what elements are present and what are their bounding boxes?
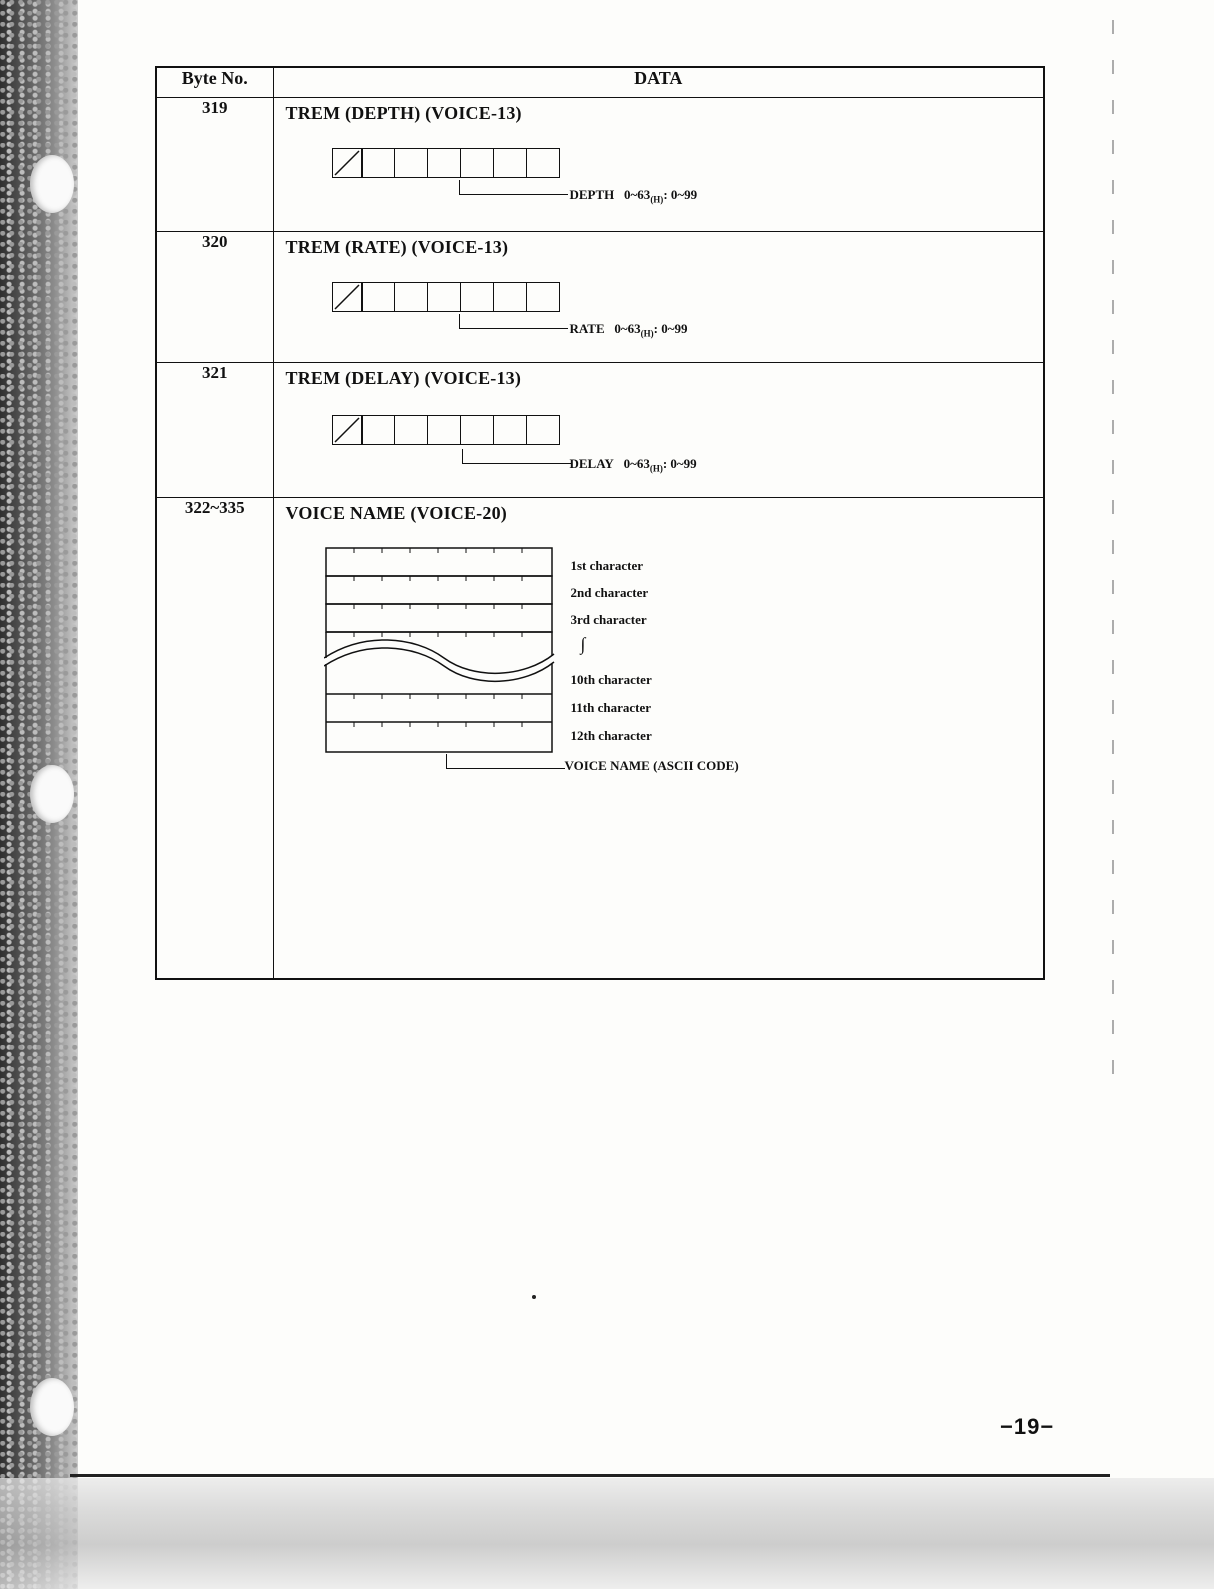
header-data: DATA — [273, 67, 1044, 97]
punch-hole — [30, 155, 74, 213]
page-edge-mark — [1112, 20, 1114, 1080]
speck — [532, 1295, 536, 1299]
parameter-title: TREM (DELAY) (VOICE-13) — [285, 367, 522, 388]
register-byte-diagram — [332, 148, 560, 178]
field-label: DEPTH $0\sim 63_{(H)}$: 0~99 — [569, 186, 698, 205]
punch-hole — [30, 1378, 74, 1436]
voice-name-byte-stack — [324, 546, 564, 761]
data-table-sheet — [155, 66, 1045, 980]
parameter-title: TREM (DEPTH) (VOICE-13) — [285, 102, 522, 123]
page-number: −19− — [1000, 1414, 1055, 1439]
character-label: 2nd character — [570, 584, 649, 600]
table-row — [156, 497, 1044, 979]
byte-number: 319 — [156, 97, 273, 231]
binder-edge — [0, 0, 78, 1589]
parameter-title: VOICE NAME (VOICE-20) — [285, 502, 507, 523]
table-row — [156, 97, 1044, 231]
character-label: 11th character — [570, 699, 652, 715]
punch-hole — [30, 765, 74, 823]
character-label: 3rd character — [570, 611, 647, 627]
table-header-row — [156, 67, 1044, 97]
field-bracket — [459, 314, 568, 329]
field-bracket — [459, 180, 568, 195]
register-byte-diagram — [332, 415, 560, 445]
table-row — [156, 362, 1044, 497]
character-label: 10th character — [570, 671, 652, 687]
data-cell — [273, 97, 1044, 231]
field-bracket — [462, 449, 571, 464]
byte-number: 321 — [156, 362, 273, 497]
omission-mark: ∫ — [580, 633, 586, 654]
field-bracket — [446, 754, 565, 769]
field-label: DELAY $0\sim 63_{(H)}$: 0~99 — [569, 455, 697, 474]
field-label: RATE $0\sim 63_{(H)}$: 0~99 — [569, 320, 688, 339]
character-label: 12th character — [570, 727, 652, 743]
table-row — [156, 231, 1044, 362]
character-label: 1st character — [570, 557, 644, 573]
data-cell — [273, 497, 1044, 979]
field-label: VOICE NAME (ASCII CODE) — [564, 757, 739, 773]
scan-smudge — [0, 1478, 1214, 1589]
data-cell — [273, 231, 1044, 362]
page-bottom-edge — [70, 1474, 1110, 1477]
register-byte-diagram — [332, 282, 560, 312]
byte-number: 320 — [156, 231, 273, 362]
header-byte-no: Byte No. — [156, 67, 273, 97]
parameter-title: TREM (RATE) (VOICE-13) — [285, 236, 509, 257]
byte-number: 322~335 — [156, 497, 273, 979]
data-table — [155, 66, 1045, 980]
data-cell — [273, 362, 1044, 497]
